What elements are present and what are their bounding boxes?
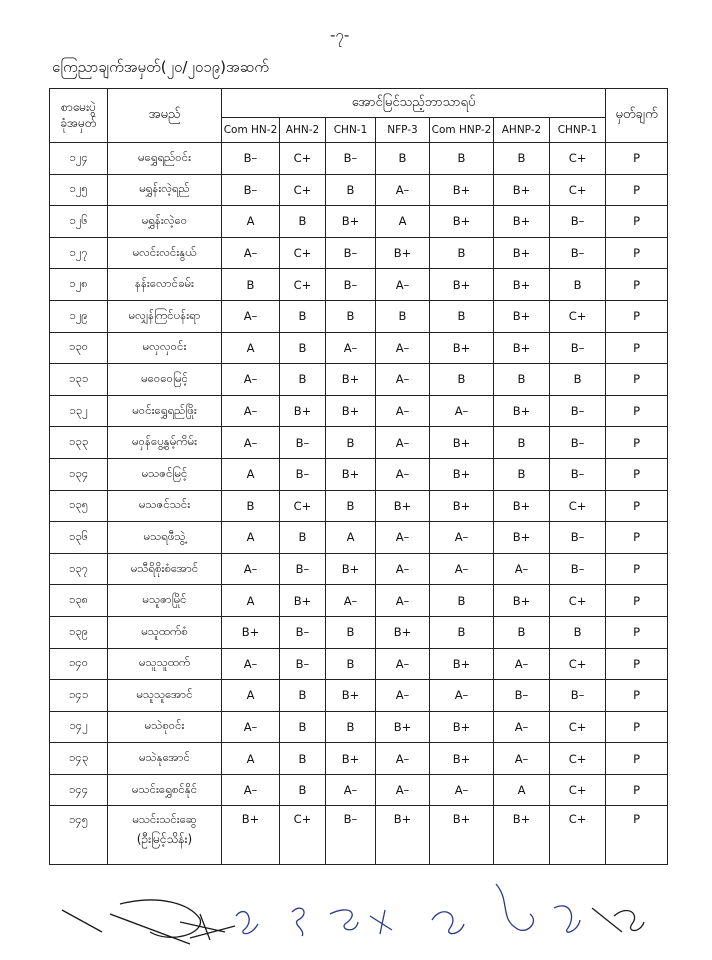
grade-cell: B+: [494, 332, 550, 364]
student-name-cell: [108, 174, 222, 206]
grade-cell: B+: [326, 364, 376, 396]
grade-cell: A–: [430, 553, 494, 585]
table-row: [50, 395, 668, 427]
grade-cell: B+: [326, 395, 376, 427]
grade-cell: B: [222, 269, 280, 301]
student-name: မလင်းလင်းနွယ်: [132, 244, 197, 259]
signature-area: [40, 874, 680, 954]
remark-cell: P: [606, 237, 668, 269]
grade-cell: B: [430, 585, 494, 617]
table-row: [50, 553, 668, 585]
grade-cell: A: [222, 743, 280, 775]
grade-cell: B: [376, 300, 430, 332]
grade-cell: A–: [430, 522, 494, 554]
student-name-cell: [108, 143, 222, 175]
exam-number-cell: ၁၃၈: [50, 585, 108, 617]
grade-cell: B–: [222, 174, 280, 206]
student-name-cell: [108, 585, 222, 617]
table-row: [50, 680, 668, 712]
grade-cell: B: [280, 364, 326, 396]
grade-cell: B: [430, 364, 494, 396]
grade-cell: B+: [430, 648, 494, 680]
grade-cell: B–: [280, 553, 326, 585]
grade-cell: A–: [376, 395, 430, 427]
grade-cell: A–: [376, 458, 430, 490]
student-name: မသူဇာမြိုင်: [142, 592, 187, 607]
remark-cell: P: [606, 585, 668, 617]
student-name: မဝှန်ပွေ့နွမ့်ကိမ်း: [131, 434, 198, 449]
table-row: [50, 143, 668, 175]
student-name-cell: [108, 711, 222, 743]
grade-cell: B+: [280, 395, 326, 427]
grade-cell: B: [280, 522, 326, 554]
remark-cell: P: [606, 332, 668, 364]
grade-cell: B: [280, 743, 326, 775]
exam-number-cell: ၁၃၀: [50, 332, 108, 364]
exam-number-cell: ၁၃၅: [50, 490, 108, 522]
grade-cell: B+: [430, 174, 494, 206]
student-name: မသူသူအောင်: [136, 686, 193, 701]
grade-cell: B: [280, 774, 326, 806]
exam-number-cell: ၁၄၀: [50, 648, 108, 680]
grade-cell: A–: [376, 427, 430, 459]
grade-cell: C+: [550, 743, 606, 775]
table-row: [50, 616, 668, 648]
exam-number-cell: ၁၃၃: [50, 427, 108, 459]
student-name: မသူသူထက်: [138, 655, 191, 670]
subject-header: NFP-3: [376, 118, 430, 143]
table-row: [50, 364, 668, 396]
table-row: [50, 774, 668, 806]
remark-cell: P: [606, 364, 668, 396]
student-name-cell: [108, 774, 222, 806]
exam-number-cell: ၁၄၄: [50, 774, 108, 806]
grade-cell: B: [326, 427, 376, 459]
grade-cell: A: [222, 585, 280, 617]
grade-cell: B: [280, 300, 326, 332]
grade-cell: B+: [376, 711, 430, 743]
remark-cell: P: [606, 427, 668, 459]
exam-number-cell: ၁၄၁: [50, 680, 108, 712]
grade-cell: B: [550, 616, 606, 648]
grade-cell: A: [376, 206, 430, 238]
student-name: မသီရိစိုးစံအောင်: [130, 560, 199, 575]
exam-number-cell: ၁၃၇: [50, 553, 108, 585]
remark-cell: P: [606, 490, 668, 522]
grade-cell: A–: [376, 269, 430, 301]
remark-cell: P: [606, 648, 668, 680]
student-name-cell: [108, 522, 222, 554]
student-name-cell: [108, 332, 222, 364]
table-row: [50, 458, 668, 490]
exam-number-cell: ၁၂၄: [50, 143, 108, 175]
grade-cell: A: [222, 458, 280, 490]
grade-cell: A–: [376, 553, 430, 585]
remark-cell: P: [606, 458, 668, 490]
grade-cell: A–: [376, 522, 430, 554]
grade-cell: B+: [494, 300, 550, 332]
grade-cell: B: [280, 206, 326, 238]
grade-cell: A–: [222, 395, 280, 427]
results-body: [50, 143, 668, 865]
exam-number-cell: ၁၂၅: [50, 174, 108, 206]
student-name: မသဲနုအောင်: [138, 750, 191, 765]
exam-number-cell: ၁၃၂: [50, 395, 108, 427]
student-name: မသရဖီသွဲ့: [143, 528, 186, 543]
grade-cell: A–: [494, 711, 550, 743]
grade-cell: C+: [280, 269, 326, 301]
student-name: မရွှန်းလဲ့ရည်: [139, 181, 190, 196]
header-exam-no: စာမေးပွဲ ခုံအမှတ်: [50, 89, 108, 143]
remark-cell: P: [606, 174, 668, 206]
grade-cell: B+: [326, 206, 376, 238]
student-name-cell: [108, 806, 222, 865]
grade-cell: C+: [550, 806, 606, 865]
subject-header: AHN-2: [280, 118, 326, 143]
grade-cell: B+: [430, 206, 494, 238]
grade-cell: A–: [376, 585, 430, 617]
exam-number-cell: ၁၄၅: [50, 806, 108, 865]
grade-cell: B: [222, 490, 280, 522]
remark-cell: P: [606, 143, 668, 175]
student-name: မသင်းသင်းဆွေ: [132, 812, 197, 827]
table-row: [50, 806, 668, 865]
grade-cell: B+: [280, 585, 326, 617]
student-name-cell: [108, 206, 222, 238]
remark-cell: P: [606, 743, 668, 775]
grade-cell: A–: [430, 395, 494, 427]
remark-cell: P: [606, 711, 668, 743]
grade-cell: A–: [376, 332, 430, 364]
grade-cell: A: [326, 522, 376, 554]
grade-cell: C+: [280, 174, 326, 206]
grade-cell: A–: [222, 774, 280, 806]
grade-cell: A–: [222, 648, 280, 680]
student-name: မသဇင်မြင့်: [141, 465, 188, 480]
grade-cell: B+: [494, 174, 550, 206]
exam-number-cell: ၁၃၆: [50, 522, 108, 554]
grade-cell: B–: [494, 680, 550, 712]
grade-cell: A–: [326, 332, 376, 364]
grade-cell: A–: [326, 774, 376, 806]
table-row: [50, 711, 668, 743]
grade-cell: B–: [222, 143, 280, 175]
student-name: မသဇင်သင်း: [138, 497, 191, 512]
grade-cell: A: [222, 206, 280, 238]
grade-cell: B: [326, 711, 376, 743]
student-name-cell: [108, 743, 222, 775]
grade-cell: B: [376, 143, 430, 175]
remark-cell: P: [606, 806, 668, 865]
grade-cell: B+: [494, 269, 550, 301]
grade-cell: B+: [430, 332, 494, 364]
student-name-cell: [108, 490, 222, 522]
grade-cell: B+: [376, 616, 430, 648]
table-row: [50, 585, 668, 617]
results-table: [49, 88, 668, 865]
exam-number-cell: ၁၂၉: [50, 300, 108, 332]
student-note: (ဦးမြင့်သိန်း): [136, 832, 193, 847]
grade-cell: A–: [376, 774, 430, 806]
student-name-cell: [108, 364, 222, 396]
grade-cell: A–: [494, 648, 550, 680]
table-row: [50, 648, 668, 680]
exam-number-cell: ၁၃၉: [50, 616, 108, 648]
grade-cell: B: [550, 269, 606, 301]
grade-cell: B: [430, 237, 494, 269]
header-name: အမည်: [108, 89, 222, 143]
grade-cell: A–: [494, 743, 550, 775]
grade-cell: C+: [550, 490, 606, 522]
grade-cell: B+: [326, 458, 376, 490]
remark-cell: P: [606, 300, 668, 332]
grade-cell: C+: [550, 174, 606, 206]
grade-cell: A–: [376, 364, 430, 396]
grade-cell: A–: [222, 711, 280, 743]
grade-cell: B+: [430, 806, 494, 865]
grade-cell: B: [494, 364, 550, 396]
exam-number-cell: ၁၂၇: [50, 237, 108, 269]
grade-cell: B–: [550, 680, 606, 712]
grade-cell: B+: [494, 206, 550, 238]
table-row: [50, 332, 668, 364]
grade-cell: A–: [376, 648, 430, 680]
grade-cell: B: [494, 458, 550, 490]
grade-cell: B–: [550, 427, 606, 459]
grade-cell: B–: [550, 553, 606, 585]
table-row: [50, 522, 668, 554]
grade-cell: B–: [326, 806, 376, 865]
student-name: မသူထက်စံ: [141, 623, 188, 638]
grade-cell: B+: [222, 616, 280, 648]
subject-header: Com HN-2: [222, 118, 280, 143]
grade-cell: B: [430, 300, 494, 332]
grade-cell: A–: [376, 743, 430, 775]
grade-cell: B: [430, 616, 494, 648]
grade-cell: C+: [280, 490, 326, 522]
grade-cell: C+: [550, 300, 606, 332]
grade-cell: B+: [494, 522, 550, 554]
grade-cell: B–: [326, 143, 376, 175]
grade-cell: B–: [550, 458, 606, 490]
grade-cell: B–: [280, 427, 326, 459]
grade-cell: B: [326, 616, 376, 648]
student-name-cell: [108, 395, 222, 427]
grade-cell: B+: [376, 806, 430, 865]
grade-cell: A–: [326, 585, 376, 617]
grade-cell: C+: [280, 143, 326, 175]
student-name: မရွှေရည်ဝင်း: [137, 149, 192, 164]
student-name-cell: [108, 616, 222, 648]
header-remark: မှတ်ချက်: [606, 89, 668, 143]
grade-cell: A–: [222, 427, 280, 459]
grade-cell: A–: [222, 364, 280, 396]
student-name: မသင်းရွှေစင်နိုင်: [131, 781, 198, 796]
remark-cell: P: [606, 616, 668, 648]
exam-number-cell: ၁၂၈: [50, 269, 108, 301]
exam-number-cell: ၁၂၆: [50, 206, 108, 238]
grade-cell: A: [222, 680, 280, 712]
student-name: မဝင်းရွှေရည်ဖြိုး: [132, 402, 197, 417]
grade-cell: A: [494, 774, 550, 806]
grade-cell: C+: [280, 806, 326, 865]
grade-cell: B+: [494, 490, 550, 522]
table-row: [50, 269, 668, 301]
signature-strokes: [62, 884, 644, 944]
grade-cell: C+: [550, 774, 606, 806]
grade-cell: B–: [280, 616, 326, 648]
table-row: [50, 490, 668, 522]
grade-cell: A: [222, 522, 280, 554]
table-row: [50, 300, 668, 332]
grade-cell: B+: [222, 806, 280, 865]
student-name-cell: [108, 648, 222, 680]
grade-cell: B–: [280, 458, 326, 490]
grade-cell: B: [280, 711, 326, 743]
grade-cell: B+: [326, 680, 376, 712]
student-name-cell: [108, 553, 222, 585]
grade-cell: B–: [550, 206, 606, 238]
table-row: [50, 206, 668, 238]
subject-header: CHNP-1: [550, 118, 606, 143]
grade-cell: A–: [430, 680, 494, 712]
grade-cell: B: [280, 332, 326, 364]
grade-cell: B: [494, 616, 550, 648]
grade-cell: B: [430, 143, 494, 175]
student-name: မသဲစုဝင်း: [144, 718, 185, 733]
remark-cell: P: [606, 269, 668, 301]
grade-cell: B: [326, 648, 376, 680]
grade-cell: A–: [376, 174, 430, 206]
student-name-cell: [108, 427, 222, 459]
remark-cell: P: [606, 553, 668, 585]
grade-cell: B+: [494, 395, 550, 427]
page-number: -၇-: [330, 26, 350, 44]
grade-cell: B: [326, 174, 376, 206]
grade-cell: B+: [376, 490, 430, 522]
grade-cell: B: [280, 680, 326, 712]
grade-cell: B–: [326, 269, 376, 301]
table-row: [50, 174, 668, 206]
grade-cell: B+: [376, 237, 430, 269]
exam-number-cell: ၁၃၄: [50, 458, 108, 490]
student-name: မလျှန်ကြင်ပန်းရာ: [128, 307, 201, 322]
grade-cell: A–: [376, 680, 430, 712]
grade-cell: B+: [430, 427, 494, 459]
student-name-cell: [108, 269, 222, 301]
grade-cell: B+: [494, 585, 550, 617]
grade-cell: B: [326, 490, 376, 522]
remark-cell: P: [606, 522, 668, 554]
grade-cell: B: [326, 300, 376, 332]
grade-cell: B+: [326, 743, 376, 775]
grade-cell: B+: [494, 237, 550, 269]
subject-header: CHN-1: [326, 118, 376, 143]
grade-cell: B+: [430, 711, 494, 743]
grade-cell: B: [550, 364, 606, 396]
table-row: [50, 743, 668, 775]
grade-cell: B+: [430, 269, 494, 301]
student-name: မဝေဝေမြင့်: [141, 370, 188, 385]
student-name-cell: [108, 458, 222, 490]
grade-cell: B–: [326, 237, 376, 269]
student-name: မလှလှဝင်း: [142, 339, 187, 354]
grade-cell: C+: [280, 237, 326, 269]
grade-cell: B–: [550, 522, 606, 554]
exam-number-cell: ၁၄၂: [50, 711, 108, 743]
remark-cell: P: [606, 680, 668, 712]
grade-cell: A–: [222, 553, 280, 585]
grade-cell: C+: [550, 585, 606, 617]
grade-cell: B+: [430, 458, 494, 490]
table-row: [50, 427, 668, 459]
exam-number-cell: ၁၄၃: [50, 743, 108, 775]
subject-header: Com HNP-2: [430, 118, 494, 143]
grade-cell: B–: [550, 395, 606, 427]
exam-number-cell: ၁၃၁: [50, 364, 108, 396]
grade-cell: A–: [222, 237, 280, 269]
student-name-cell: [108, 300, 222, 332]
remark-cell: P: [606, 206, 668, 238]
student-name: နန်းလောင်ခမ်း: [135, 276, 194, 291]
announcement-heading: ကြေညာချက်အမှတ်(၂၀/၂၀၁၉)အဆက်: [52, 58, 269, 76]
grade-cell: C+: [550, 648, 606, 680]
student-name-cell: [108, 237, 222, 269]
grade-cell: B+: [430, 743, 494, 775]
grade-cell: B: [494, 143, 550, 175]
grade-cell: B: [494, 427, 550, 459]
student-name: မရွှန်းလဲ့ဝေ: [141, 212, 188, 227]
grade-cell: C+: [550, 711, 606, 743]
grade-cell: B+: [326, 553, 376, 585]
header-passed-subjects: အောင်မြင်သည့်ဘာသာရပ်: [222, 89, 606, 118]
grade-cell: A–: [222, 300, 280, 332]
grade-cell: C+: [550, 143, 606, 175]
grade-cell: A: [222, 332, 280, 364]
grade-cell: B–: [550, 237, 606, 269]
subject-header: AHNP-2: [494, 118, 550, 143]
grade-cell: B–: [550, 332, 606, 364]
grade-cell: B–: [280, 648, 326, 680]
grade-cell: A–: [494, 553, 550, 585]
grade-cell: B+: [430, 490, 494, 522]
grade-cell: B+: [494, 806, 550, 865]
remark-cell: P: [606, 395, 668, 427]
table-row: [50, 237, 668, 269]
student-name-cell: [108, 680, 222, 712]
remark-cell: P: [606, 774, 668, 806]
grade-cell: A–: [430, 774, 494, 806]
